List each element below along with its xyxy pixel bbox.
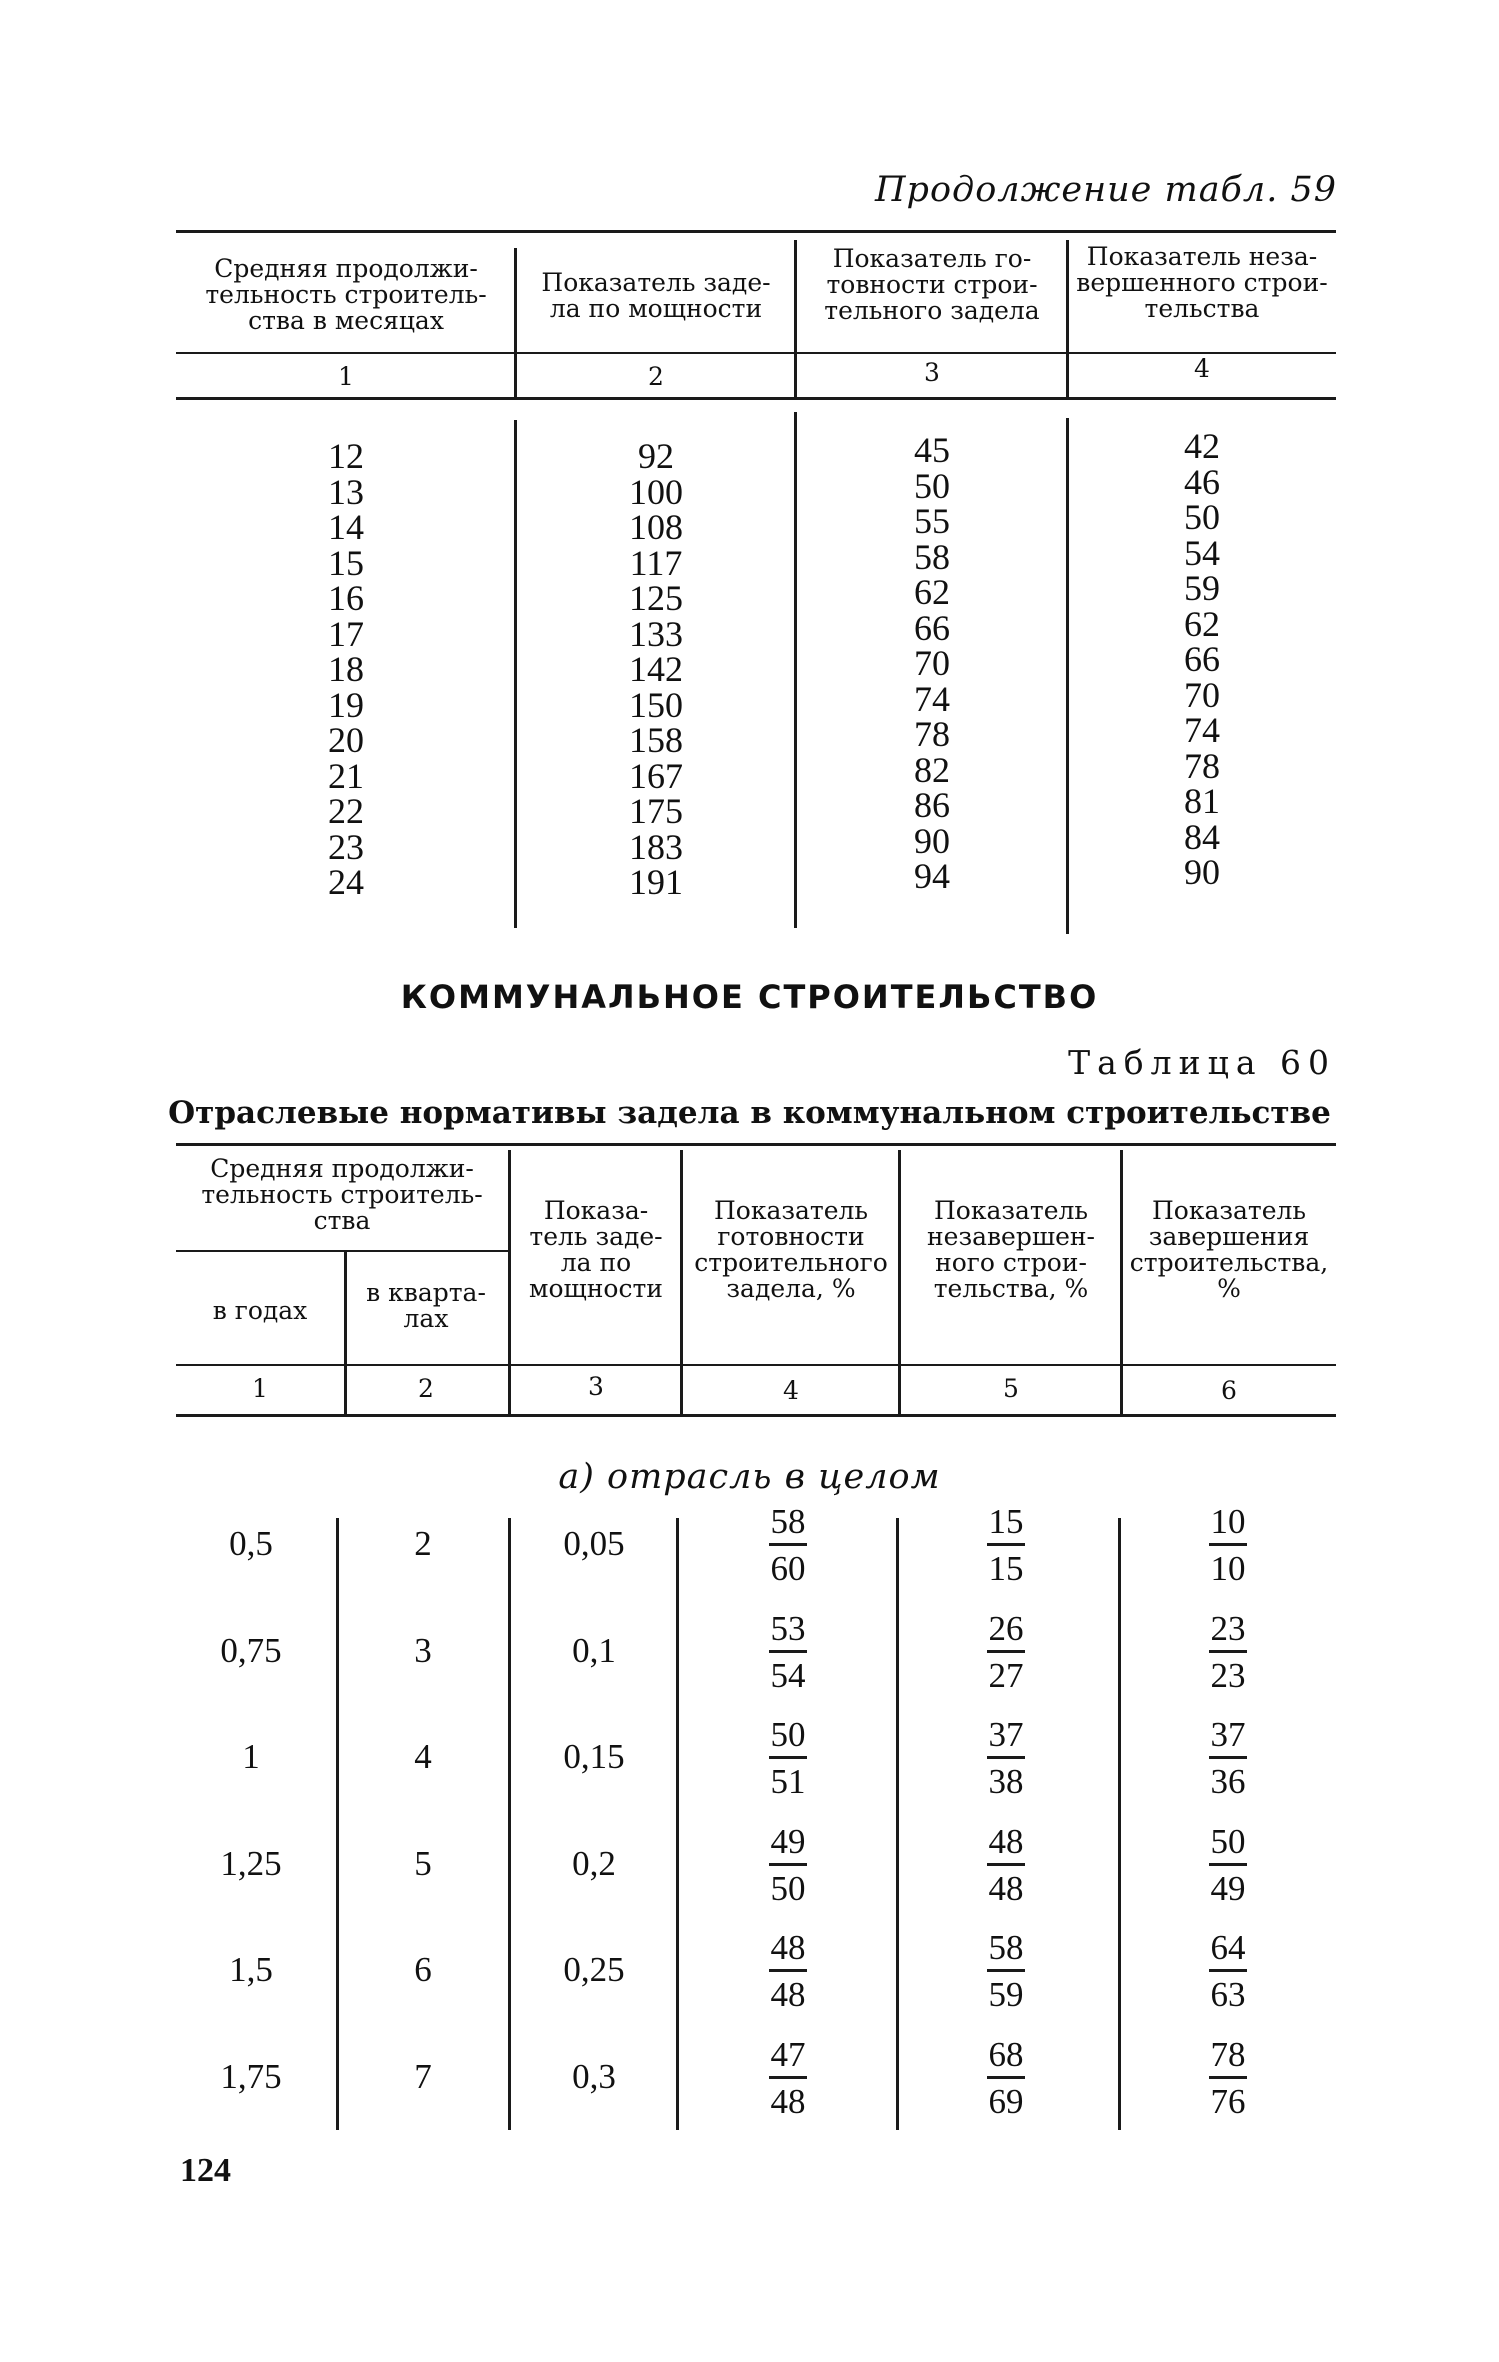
fraction-denominator: 59 <box>988 1975 1024 2014</box>
fraction-numerator: 48 <box>988 1821 1024 1861</box>
fraction-cell <box>1168 1504 1288 1587</box>
table-cell: 55 <box>914 501 950 541</box>
fraction-cell <box>1168 1821 1288 1908</box>
table-cell: 74 <box>1184 710 1220 750</box>
fraction-denominator: 51 <box>770 1762 806 1801</box>
table-cell: 24 <box>328 862 364 902</box>
table-cell: 90 <box>914 820 950 861</box>
table-cell: 125 <box>629 578 683 618</box>
fraction-numerator: 10 <box>1210 1502 1246 1541</box>
table-cell-quarters: 7 <box>414 2056 432 2096</box>
header-unfinished-pct: Показатель незавершен- ного строи- тельства, % <box>926 1196 1096 1303</box>
table-title: Отраслевые нормативы задела в коммунальном строительстве <box>168 1095 1331 1131</box>
col-number-4: 4 <box>1194 354 1210 383</box>
table-cell: 59 <box>1184 568 1220 608</box>
col-number-3: 3 <box>924 358 940 387</box>
fraction-bar <box>769 1543 807 1546</box>
fraction-denominator: 48 <box>770 2081 806 2121</box>
fraction-cell <box>728 1717 848 1800</box>
table-cell-quarters: 6 <box>414 1950 432 1989</box>
fraction-denominator: 54 <box>770 1655 806 1695</box>
table-cell: 78 <box>914 714 950 754</box>
fraction-numerator: 37 <box>988 1715 1024 1754</box>
continuation-caption: Продолжение табл. 59 <box>875 170 1337 210</box>
table-cell: 108 <box>629 507 683 547</box>
fraction-numerator: 64 <box>1210 1928 1246 1967</box>
fraction-cell <box>946 1821 1066 1908</box>
col-divider <box>508 1150 511 1415</box>
table-cell: 167 <box>629 755 683 796</box>
fraction-bar <box>769 2076 807 2079</box>
col-divider <box>676 1518 679 2130</box>
fraction-cell <box>728 1930 848 2013</box>
table-cell: 86 <box>914 785 950 825</box>
col-divider <box>1118 1518 1121 2130</box>
table-cell: 46 <box>1184 461 1220 502</box>
fraction-cell <box>728 2034 848 2121</box>
table-cell-capacity: 0,25 <box>563 1950 625 1989</box>
subheading-industry-total: а) отрасль в целом <box>558 1457 941 1497</box>
numbers-rule <box>176 397 1336 400</box>
fraction-cell <box>946 2034 1066 2121</box>
fraction-numerator: 48 <box>770 1928 806 1967</box>
table-cell: 58 <box>914 536 950 577</box>
fraction-denominator: 63 <box>1210 1975 1246 2014</box>
group-header-rule <box>176 1250 508 1252</box>
fraction-bar <box>1209 1543 1247 1546</box>
table-cell: 74 <box>914 678 950 719</box>
fraction-bar <box>769 1650 807 1653</box>
col-number-4: 4 <box>783 1376 799 1405</box>
table-cell-years: 0,75 <box>220 1630 282 1670</box>
fraction-numerator: 53 <box>770 1608 806 1648</box>
fraction-cell <box>946 1930 1066 2013</box>
fraction-denominator: 60 <box>770 1549 806 1588</box>
col-divider <box>514 248 517 400</box>
table-cell: 78 <box>1184 745 1220 786</box>
header-duration-months: Средняя продолжи- тельность строитель- ства в месяцах <box>205 254 487 335</box>
fraction-bar <box>769 1756 807 1759</box>
col-divider <box>344 1252 347 1415</box>
header-rule <box>176 1364 1336 1366</box>
table-cell: 18 <box>328 649 364 689</box>
fraction-denominator: 38 <box>988 1762 1024 1801</box>
col-number-3: 3 <box>588 1372 604 1401</box>
fraction-numerator: 50 <box>1210 1821 1246 1861</box>
table-cell: 191 <box>629 862 683 902</box>
fraction-numerator: 37 <box>1210 1715 1246 1754</box>
col-divider <box>508 1518 511 2130</box>
table-cell: 22 <box>328 791 364 831</box>
table-cell-capacity: 0,1 <box>572 1630 616 1670</box>
table-cell: 66 <box>914 607 950 648</box>
table-cell: 133 <box>629 613 683 654</box>
fraction-denominator: 69 <box>988 2081 1024 2121</box>
table-cell-capacity: 0,2 <box>572 1843 616 1883</box>
table-cell-capacity: 0,05 <box>563 1524 625 1563</box>
fraction-bar <box>987 1756 1025 1759</box>
col-number-1: 1 <box>338 362 354 391</box>
table-cell: 12 <box>328 436 364 476</box>
table-cell: 14 <box>328 507 364 547</box>
table-cell-years: 1,25 <box>220 1843 282 1883</box>
table-cell-capacity: 0,3 <box>572 2056 616 2096</box>
col-divider <box>1120 1150 1123 1415</box>
fraction-numerator: 58 <box>988 1928 1024 1967</box>
fraction-denominator: 76 <box>1210 2081 1246 2121</box>
table-cell: 90 <box>1184 852 1220 892</box>
table-cell: 100 <box>629 471 683 512</box>
table-cell: 70 <box>1184 674 1220 715</box>
fraction-cell <box>1168 1717 1288 1800</box>
fraction-denominator: 23 <box>1210 1655 1246 1695</box>
fraction-cell <box>946 1717 1066 1800</box>
fraction-bar <box>1209 1969 1247 1972</box>
header-backlog-capacity: Показатель заде- ла по мощности <box>541 268 771 323</box>
table-cell-years: 1 <box>242 1737 260 1776</box>
header-completion-pct: Показатель завершения строительства, % <box>1129 1196 1329 1303</box>
table-cell: 17 <box>328 613 364 654</box>
header-unfinished: Показатель неза- вершенного строи- тельства <box>1076 242 1328 323</box>
fraction-denominator: 36 <box>1210 1762 1246 1801</box>
fraction-bar <box>769 1863 807 1866</box>
page-number: 124 <box>180 2152 231 2189</box>
fraction-bar <box>987 1650 1025 1653</box>
fraction-bar <box>1209 2076 1247 2079</box>
col-divider <box>794 240 797 400</box>
fraction-cell <box>946 1608 1066 1695</box>
table-cell: 15 <box>328 542 364 583</box>
table-top-rule <box>176 230 1336 233</box>
fraction-cell <box>728 1821 848 1908</box>
fraction-numerator: 58 <box>770 1502 806 1541</box>
table-cell: 54 <box>1184 532 1220 573</box>
header-years: в годах <box>212 1296 308 1325</box>
col-number-1: 1 <box>252 1374 268 1403</box>
table-cell: 16 <box>328 578 364 618</box>
section-title: КОММУНАЛЬНОЕ СТРОИТЕЛЬСТВО <box>400 978 1099 1016</box>
fraction-cell <box>728 1608 848 1695</box>
fraction-cell <box>946 1504 1066 1587</box>
col-divider <box>1066 240 1069 400</box>
fraction-numerator: 68 <box>988 2034 1024 2074</box>
fraction-numerator: 47 <box>770 2034 806 2074</box>
table-cell: 183 <box>629 826 683 867</box>
fraction-denominator: 48 <box>770 1975 806 2014</box>
table-cell: 20 <box>328 720 364 760</box>
table-cell: 150 <box>629 684 683 725</box>
fraction-numerator: 23 <box>1210 1608 1246 1648</box>
header-capacity: Показа- тель заде- ла по мощности <box>529 1196 663 1303</box>
fraction-bar <box>1209 1863 1247 1866</box>
table-cell: 94 <box>914 856 950 896</box>
table-cell: 66 <box>1184 639 1220 679</box>
fraction-bar <box>987 1543 1025 1546</box>
fraction-cell <box>1168 2034 1288 2121</box>
table-cell: 50 <box>1184 497 1220 537</box>
table-cell: 81 <box>1184 781 1220 821</box>
fraction-bar <box>1209 1756 1247 1759</box>
header-quarters: в кварта- лах <box>366 1278 486 1333</box>
numbers-rule <box>176 1414 1336 1417</box>
fraction-numerator: 26 <box>988 1608 1024 1648</box>
col-divider <box>896 1518 899 2130</box>
fraction-denominator: 50 <box>770 1868 806 1908</box>
table-cell: 158 <box>629 720 683 760</box>
table-cell: 62 <box>1184 603 1220 644</box>
table-cell-years: 0,5 <box>229 1524 273 1563</box>
fraction-denominator: 49 <box>1210 1868 1246 1908</box>
table-top-rule <box>176 1143 1336 1146</box>
table-cell: 142 <box>629 649 683 689</box>
table-cell-quarters: 3 <box>414 1630 432 1670</box>
header-readiness: Показатель го- товности строи- тельного задела <box>824 244 1040 325</box>
table-cell-quarters: 4 <box>414 1737 432 1776</box>
table-cell: 21 <box>328 755 364 796</box>
fraction-cell <box>1168 1930 1288 2013</box>
fraction-numerator: 78 <box>1210 2034 1246 2074</box>
fraction-denominator: 10 <box>1210 1549 1246 1588</box>
table-cell-capacity: 0,15 <box>563 1737 625 1776</box>
col-divider <box>336 1518 339 2130</box>
col-number-2: 2 <box>648 362 664 391</box>
table-cell: 70 <box>914 643 950 683</box>
col-number-5: 5 <box>1003 1374 1019 1403</box>
table-cell: 42 <box>1184 426 1220 466</box>
table-cell-years: 1,5 <box>229 1950 273 1989</box>
col-divider <box>898 1150 901 1415</box>
table-cell: 117 <box>629 542 683 583</box>
fraction-numerator: 49 <box>770 1821 806 1861</box>
fraction-denominator: 27 <box>988 1655 1024 1695</box>
fraction-bar <box>987 2076 1025 2079</box>
fraction-denominator: 48 <box>988 1868 1024 1908</box>
table-cell: 19 <box>328 684 364 725</box>
table-label: Таблица 60 <box>1068 1043 1336 1082</box>
fraction-bar <box>987 1863 1025 1866</box>
table-cell: 84 <box>1184 816 1220 857</box>
table-cell: 62 <box>914 572 950 612</box>
fraction-bar <box>769 1969 807 1972</box>
col-number-2: 2 <box>418 1374 434 1403</box>
col-number-6: 6 <box>1221 1376 1237 1405</box>
fraction-bar <box>1209 1650 1247 1653</box>
table-cell-quarters: 5 <box>414 1843 432 1883</box>
header-readiness-pct: Показатель готовности строительного задела, % <box>694 1196 888 1303</box>
fraction-bar <box>987 1969 1025 1972</box>
table-cell: 45 <box>914 430 950 470</box>
fraction-denominator: 15 <box>988 1549 1024 1588</box>
table-cell: 13 <box>328 471 364 512</box>
table-cell-years: 1,75 <box>220 2056 282 2096</box>
table-cell: 23 <box>328 826 364 867</box>
table-cell: 82 <box>914 749 950 790</box>
fraction-cell <box>1168 1608 1288 1695</box>
col-divider <box>680 1150 683 1415</box>
table-cell-quarters: 2 <box>414 1524 432 1563</box>
fraction-numerator: 15 <box>988 1502 1024 1541</box>
table-cell: 175 <box>629 791 683 831</box>
table-cell: 50 <box>914 465 950 506</box>
header-duration-group: Средняя продолжи- тельность строитель- ства <box>201 1154 483 1235</box>
table-cell: 92 <box>638 436 674 476</box>
fraction-numerator: 50 <box>770 1715 806 1754</box>
fraction-cell <box>728 1504 848 1587</box>
